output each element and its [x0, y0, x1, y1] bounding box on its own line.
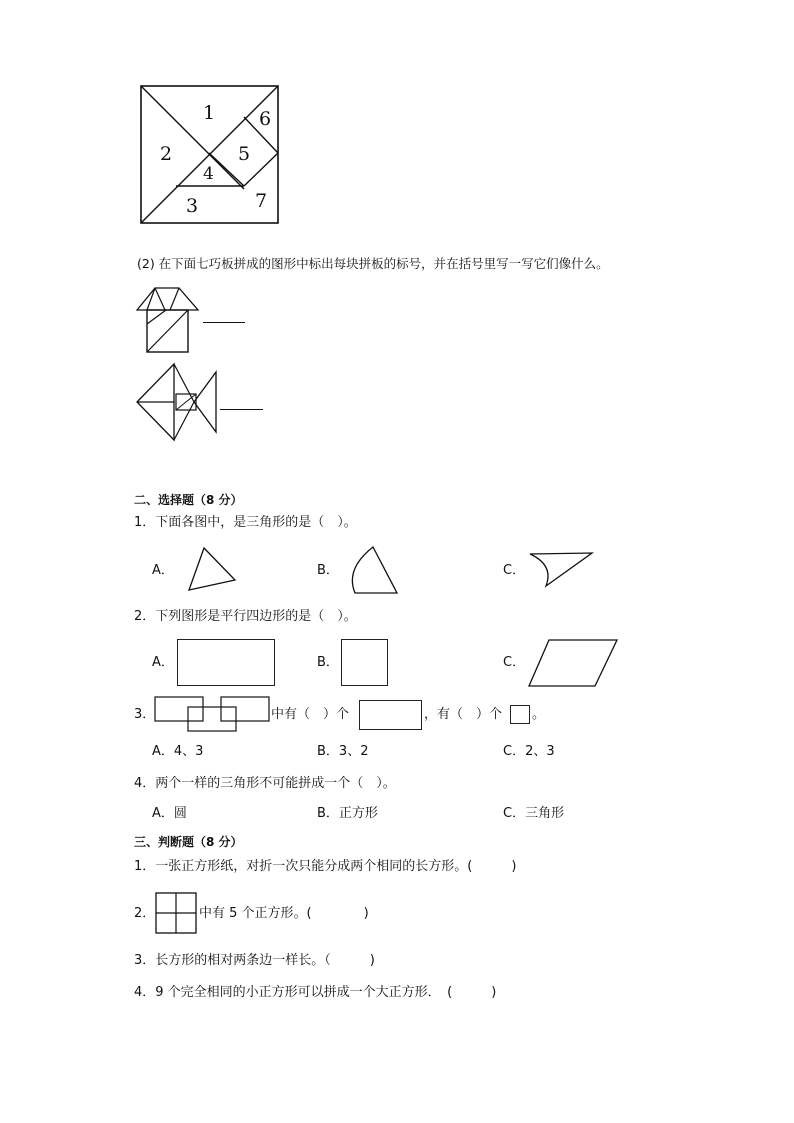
tangram-label-6: 6 — [259, 108, 272, 130]
s2-q2-option-b[interactable]: B． — [317, 655, 339, 670]
s2-q1-option-b[interactable]: B． — [317, 563, 339, 578]
s3-item-3: 3．长方形的相对两条边一样长。（ ) — [134, 953, 375, 968]
tangram-instruction: (2) 在下面七巧板拼成的图形中标出每块拼板的标号，并在括号里写一写它们像什么。 — [137, 256, 609, 271]
overlapping-rectangles-figure — [154, 695, 272, 733]
grid-square-figure — [155, 892, 197, 934]
section2-heading: 二、选择题（8 分） — [134, 493, 243, 507]
s2-q4-option-b[interactable]: B．正方形 — [317, 806, 378, 821]
triangle-shape — [187, 546, 237, 592]
s2-q1-option-a[interactable]: A． — [152, 563, 174, 578]
fish-answer-line[interactable] — [220, 409, 263, 410]
curved-triangle-shape — [528, 551, 594, 589]
s2-q3-text-1: 中有（ ）个 — [271, 707, 350, 722]
s2-q3-number: 3． — [134, 707, 156, 722]
s2-q3-text-2: ，有（ ）个 — [424, 707, 503, 722]
s3-item-2: 中有 5 个正方形。( ) — [199, 906, 369, 921]
sector-shape — [349, 545, 401, 597]
s2-q3-option-b[interactable]: B．3、2 — [317, 744, 369, 759]
house-figure — [136, 286, 201, 354]
tangram-label-1: 1 — [203, 102, 216, 124]
s2-q2-option-a[interactable]: A． — [152, 655, 174, 670]
s2-q3-text-end: 。 — [532, 707, 546, 722]
s2-q1-option-c[interactable]: C． — [503, 563, 526, 578]
fish-figure — [136, 362, 220, 444]
s3-item-4: 4．9 个完全相同的小正方形可以拼成一个大正方形． ( ) — [134, 985, 497, 1000]
s2-q1-stem: 1．下面各图中，是三角形的是（ ）。 — [134, 515, 357, 530]
rectangle-shape — [177, 639, 275, 686]
tangram-label-5: 5 — [238, 143, 251, 165]
square-shape — [341, 639, 388, 686]
s2-q4-option-c[interactable]: C．三角形 — [503, 806, 565, 821]
rectangle-reference — [359, 700, 422, 730]
tangram-label-2: 2 — [160, 143, 173, 165]
square-reference — [510, 705, 530, 724]
s2-q2-stem: 2．下列图形是平行四边形的是（ ）。 — [134, 609, 357, 624]
s2-q4-stem: 4．两个一样的三角形不可能拼成一个（ ）。 — [134, 776, 396, 791]
s2-q3-option-c[interactable]: C．2、3 — [503, 744, 555, 759]
tangram-label-3: 3 — [186, 195, 199, 217]
s2-q3-option-a[interactable]: A．4、3 — [152, 744, 204, 759]
s2-q2-option-c[interactable]: C． — [503, 655, 526, 670]
tangram-label-4: 4 — [203, 164, 214, 184]
parallelogram-shape — [527, 638, 619, 688]
tangram-label-7: 7 — [255, 190, 268, 212]
section3-heading: 三、判断题（8 分） — [134, 835, 243, 849]
house-answer-line[interactable] — [203, 322, 245, 323]
s2-q4-option-a[interactable]: A．圆 — [152, 806, 187, 821]
s3-item-1: 1．一张正方形纸，对折一次只能分成两个相同的长方形。( ) — [134, 859, 517, 874]
s3-item-2-number: 2． — [134, 906, 156, 921]
